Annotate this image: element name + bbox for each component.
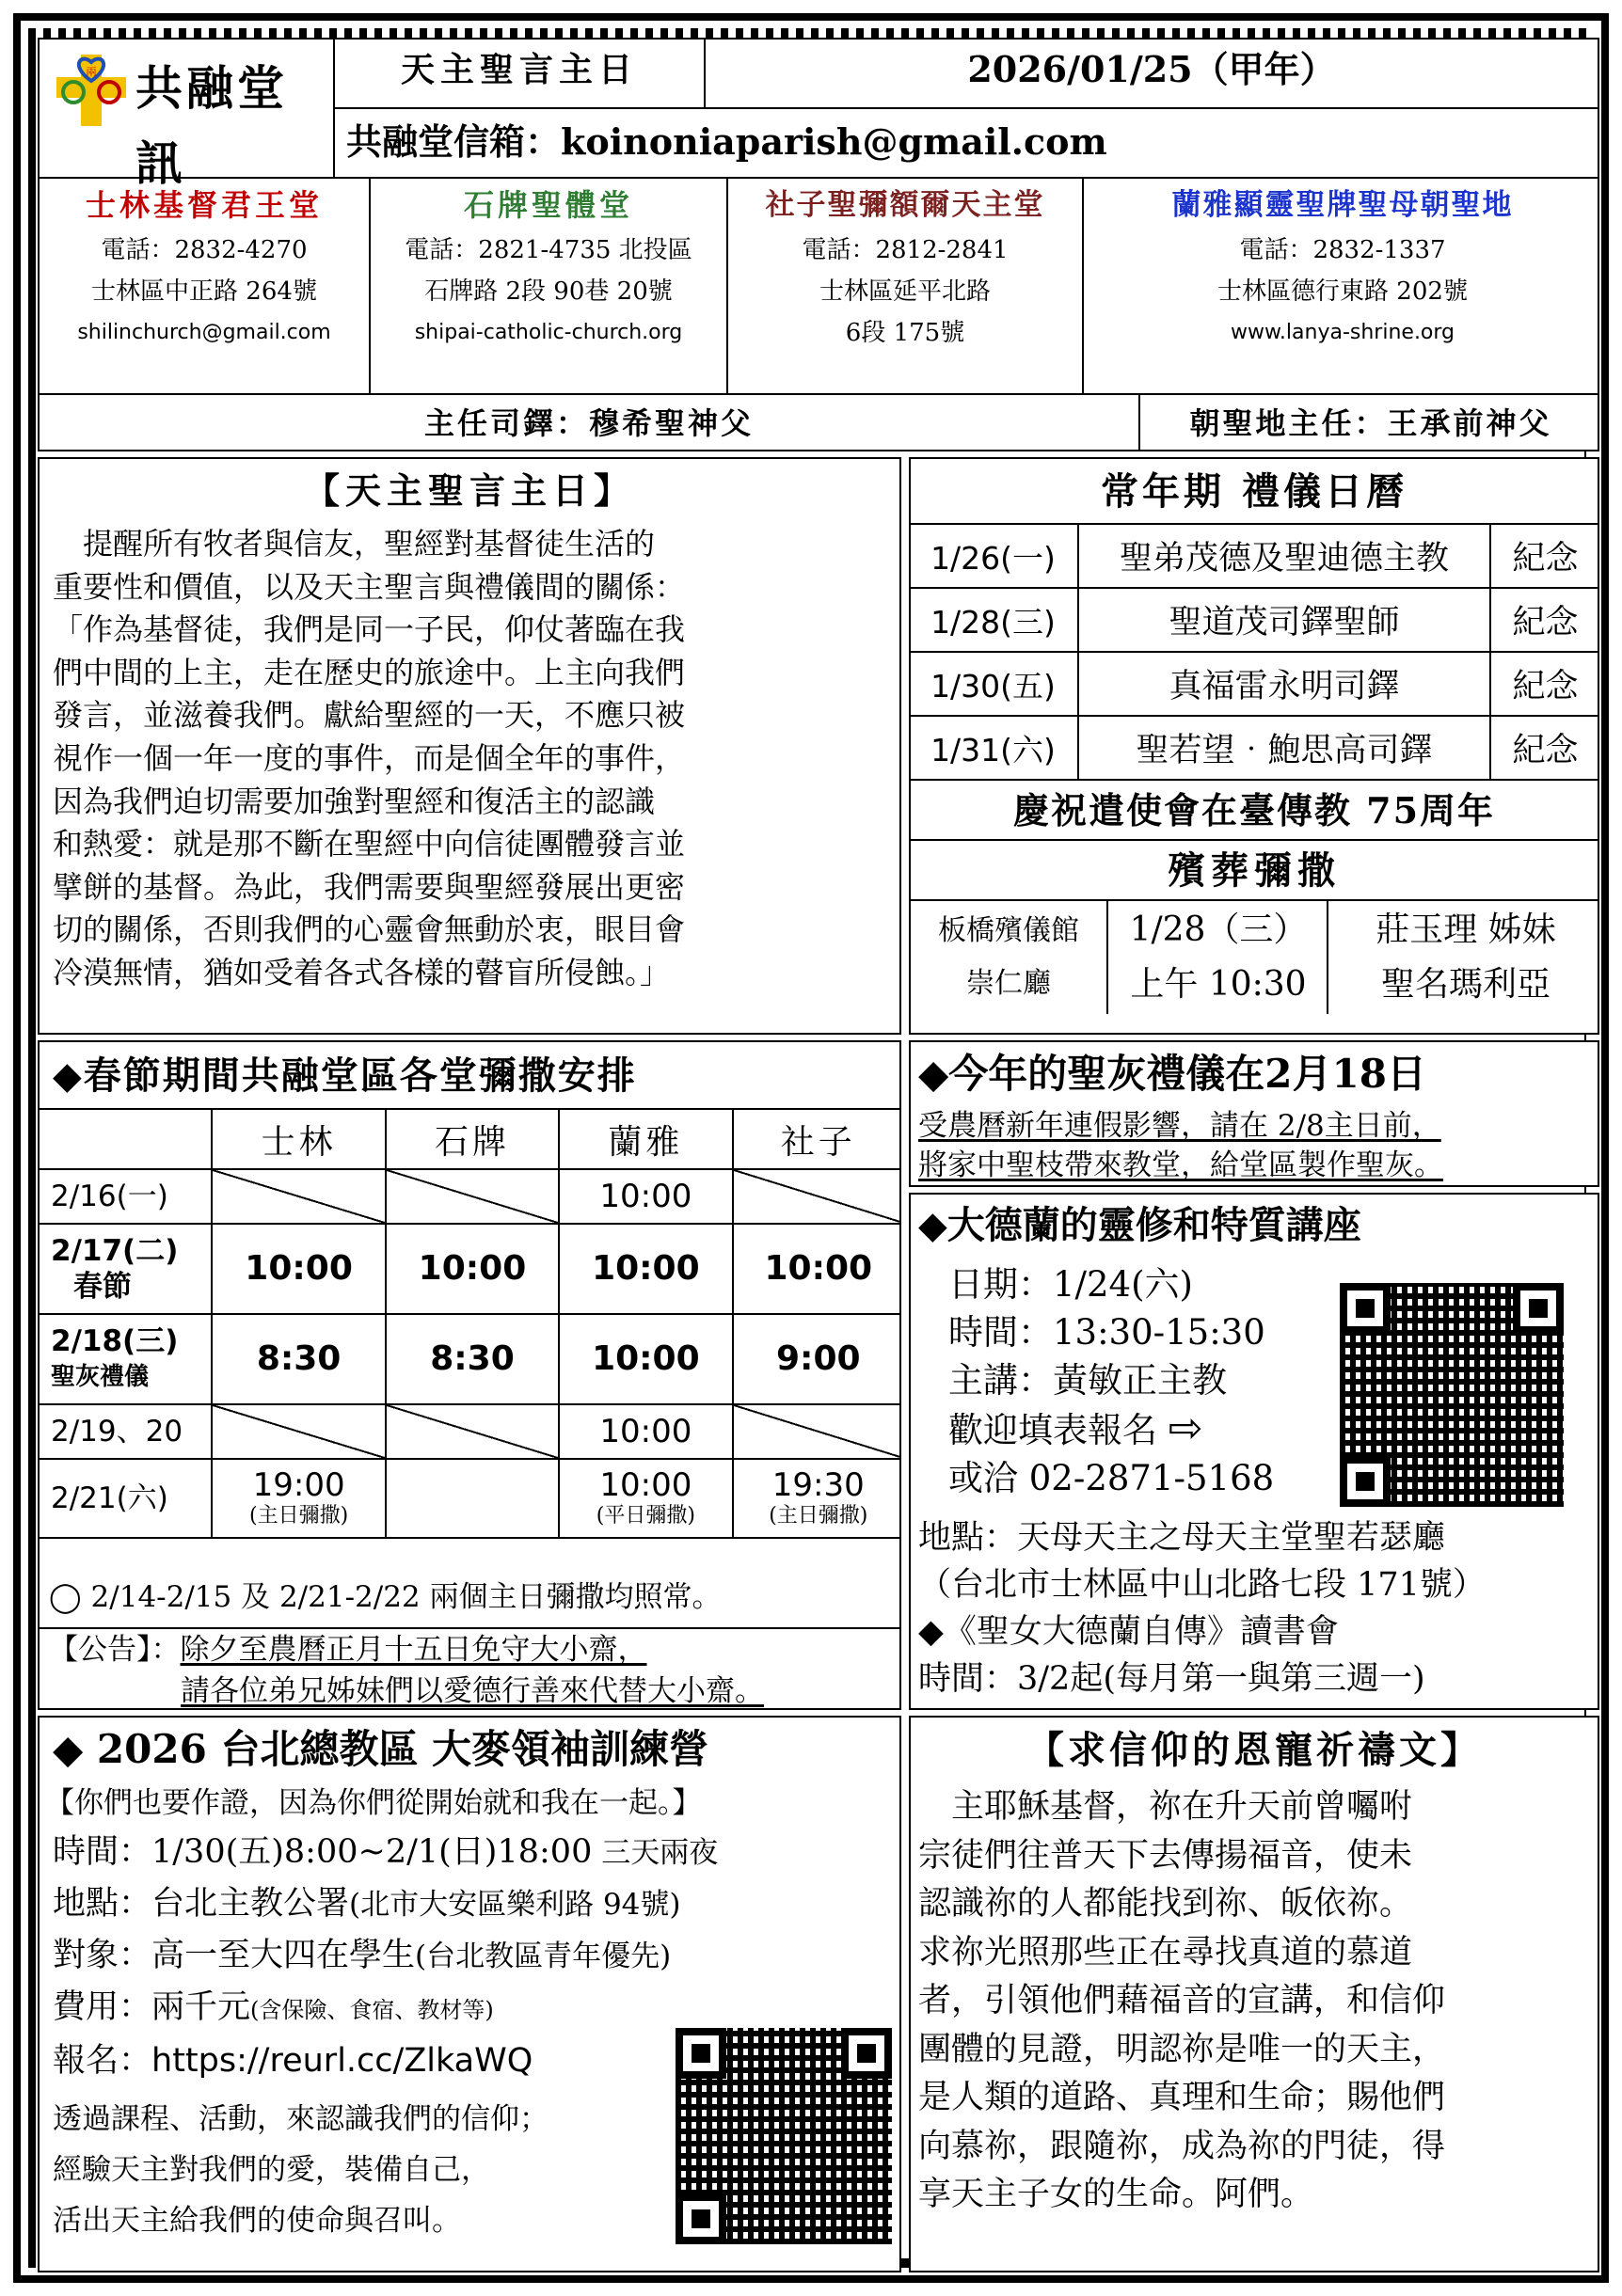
spring-mass-title: ◆春節期間共融堂區各堂彌撒安排 — [40, 1042, 899, 1110]
schedule-date — [39, 1459, 212, 1538]
calendar-row — [909, 716, 1599, 780]
email-link[interactable]: koinoniaparish@gmail.com — [561, 120, 1107, 163]
word-sunday-section — [38, 457, 901, 1035]
feast-title: 天主聖言主日 — [400, 50, 638, 89]
calendar-date: 1/28(三) — [909, 588, 1078, 652]
schedule-time: 10:00 — [599, 1178, 692, 1215]
body-line: 提醒所有牧者與信友，聖經對基督徒生活的 — [53, 526, 656, 562]
schedule-time: 10:00 — [592, 1249, 700, 1288]
calendar-rank: 紀念 — [1490, 716, 1599, 780]
camp-verse: 【你們也要作證，因為你們從開始就和我在一起。】 — [45, 1786, 702, 1820]
schedule-cell — [733, 1169, 901, 1224]
calendar-date: 1/30(五) — [909, 652, 1078, 716]
schedule-row — [39, 1314, 901, 1404]
ash-wednesday-section — [909, 1040, 1599, 1187]
pastor-line: 主任司鐸：穆希聖神父 — [423, 405, 754, 441]
body-line: 擘餅的基督。為此，我們需要與聖經發展出更密 — [53, 868, 686, 905]
bulletin-date: 2026/01/25（甲年） — [967, 48, 1336, 90]
body-line: 因為我們迫切需要加強對聖經和復活主的認識 — [53, 783, 656, 819]
body-line: 和熱愛：就是那不斷在聖經中向信徒團體發言並 — [53, 826, 686, 863]
schedule-header: 士林 — [212, 1109, 385, 1169]
talk-title: ◆大德蘭的靈修和特質講座 — [918, 1203, 1361, 1247]
schedule-date-label: 2/16(一) — [51, 1180, 168, 1213]
schedule-time: 9:00 — [776, 1339, 861, 1378]
schedule-time: 10:00 — [245, 1249, 353, 1288]
schedule-date-label: 2/19、20 — [51, 1415, 183, 1449]
body-line: 冷漠無情，猶如受着各式各樣的瞽盲所侵蝕。」 — [53, 954, 671, 990]
prayer-line: 認識祢的人都能找到祢、皈依祢。 — [918, 1885, 1413, 1923]
schedule-cell — [386, 1224, 559, 1314]
prayer-line: 是人類的道路、真理和生命；賜他們 — [918, 2079, 1446, 2116]
ash-body: 受農曆新年連假影響，請在 2/8主日前， 將家中聖枝帶來教堂，給堂區製作聖灰。 — [918, 1109, 1443, 1182]
camp-title: ◆ 2026 台北總教區 大麥領袖訓練營 — [53, 1726, 709, 1772]
camp-details: 時間：1/30(五)8:00~2/1(日)18:00 三天兩夜 地點：台北主教公署(北市大安區樂利路 94號) 對象：高一至大四在學生(台北教區青年優先) 費用：兩千元(含保險、食宿、教材等) 報名：https://reurl.cc/ZlkaWQ — [53, 1833, 719, 2080]
schedule-cell — [559, 1459, 732, 1538]
schedule-cell — [386, 1314, 559, 1404]
ash-title: ◆今年的聖灰禮儀在2月18日 — [918, 1051, 1426, 1097]
prayer-line: 者，引領他們藉福音的宣講，和信仰 — [918, 1982, 1446, 2019]
schedule-time: 10:00 — [418, 1249, 527, 1288]
parish-email: 共融堂信箱：koinoniaparish@gmail.com — [346, 120, 1107, 163]
spring-mass-section — [38, 1040, 901, 1710]
schedule-date-label: 2/17(二) — [51, 1234, 179, 1268]
schedule-row — [39, 1169, 901, 1224]
prayer-line: 向慕祢，跟隨祢，成為祢的門徒，得 — [918, 2127, 1446, 2165]
calendar-date: 1/31(六) — [909, 716, 1078, 780]
schedule-time: 8:30 — [430, 1339, 515, 1378]
schedule-date-sub: 聖灰禮儀 — [51, 1363, 150, 1391]
schedule-time: 10:00 — [599, 1413, 692, 1450]
calendar-row — [909, 524, 1599, 588]
schedule-date-label: 2/21(六) — [51, 1481, 168, 1515]
body-line: 視作一個一年一度的事件，而是個全年的事件， — [53, 739, 686, 776]
schedule-cell — [212, 1459, 385, 1538]
schedule-header: 蘭雅 — [559, 1109, 732, 1169]
talk-details: 日期：1/24(六) 時間：13:30-15:30 主講：黃敏正主教 歡迎填表報名 ⇨ 或洽 02-2871-5168 — [948, 1260, 1274, 1502]
schedule-date-sub: 春節 — [73, 1270, 132, 1304]
sunday-note: ◯ 2/14-2/15 及 2/21-2/22 兩個主日彌撒均照常。 — [49, 1580, 722, 1614]
parish-logo — [53, 51, 130, 128]
shrine-lanya: 蘭雅顯靈聖牌聖母朝聖地 電話：2832-1337 士林區德行東路 202號 www.lanya-shrine.org — [1084, 181, 1599, 354]
calendar-title: 常年期 禮儀日曆 — [911, 459, 1598, 525]
prayer-line: 宗徒們往普天下去傳揚福音，使未 — [918, 1836, 1413, 1875]
prayer-line: 享天主子女的生命。阿們。 — [918, 2176, 1314, 2213]
funeral-row: 板橋殯儀館 崇仁廳 1/28（三） 上午 10:30 莊玉理 姊妹 聖名瑪利亞 — [911, 901, 1598, 1014]
body-line: 「作為基督徒，我們是同一子民，仰仗著臨在我 — [53, 611, 686, 648]
schedule-cell — [733, 1314, 901, 1404]
body-line: 切的關係，否則我們的心靈會無動於衷，眼目會 — [53, 911, 686, 948]
calendar-section — [909, 457, 1599, 1035]
bulletin-title: 共融堂訊 — [135, 60, 288, 191]
schedule-cell — [212, 1169, 385, 1224]
schedule-time: 8:30 — [256, 1339, 342, 1378]
schedule-cell — [212, 1404, 385, 1459]
svg-text:兩: 兩 — [86, 66, 97, 78]
talk-phone[interactable]: 或洽 02-2871-5168 — [948, 1458, 1275, 1498]
prayer-line: 求祢光照那些正在尋找真道的慕道 — [918, 1933, 1413, 1971]
calendar-saint: 聖弟茂德及聖迪德主教 — [1078, 524, 1490, 588]
schedule-cell — [386, 1404, 559, 1459]
schedule-time: 19:30 — [771, 1466, 865, 1504]
schedule-header: 社子 — [733, 1109, 901, 1169]
prayer-line: 主耶穌基督，祢在升天前曾囑咐 — [918, 1788, 1413, 1826]
schedule-header: 石牌 — [386, 1109, 559, 1169]
schedule-row — [39, 1404, 901, 1459]
camp-qr-code[interactable] — [676, 2028, 892, 2244]
schedule-header — [39, 1109, 212, 1169]
schedule-date — [39, 1224, 212, 1314]
calendar-rank: 紀念 — [1490, 588, 1599, 652]
schedule-date-label: 2/18(三) — [51, 1324, 179, 1358]
schedule-note: (主日彌撒) — [249, 1504, 349, 1528]
schedule-row — [39, 1459, 901, 1538]
talk-section — [909, 1193, 1599, 1710]
schedule-cell — [733, 1224, 901, 1314]
schedule-date — [39, 1404, 212, 1459]
church-shipai: 石牌聖體堂 電話：2821-4735 北投區 石牌路 2段 90巷 20號 shipai-catholic-church.org — [371, 181, 726, 354]
schedule-cell — [559, 1224, 732, 1314]
church-shezi: 社子聖彌額爾天主堂 電話：2812-2841 士林區延平北路 6段 175號 — [765, 188, 1045, 347]
schedule-time: 10:00 — [764, 1249, 873, 1288]
talk-qr-code[interactable] — [1340, 1283, 1564, 1507]
bulletin-page — [13, 13, 1609, 2283]
shrine-website[interactable]: www.lanya-shrine.org — [1230, 321, 1455, 344]
schedule-time: 10:00 — [599, 1466, 692, 1504]
calendar-row — [909, 588, 1599, 652]
camp-desc: 透過課程、活動，來認識我們的信仰； 經驗天主對我們的愛，裝備自己， 活出天主給我們的使命與召叫。 — [53, 2102, 549, 2238]
schedule-date — [39, 1314, 212, 1404]
schedule-cell — [386, 1169, 559, 1224]
schedule-cell — [212, 1224, 385, 1314]
church-shipai-website[interactable]: shipai-catholic-church.org — [414, 321, 683, 344]
calendar-date: 1/26(一) — [909, 524, 1078, 588]
schedule-cell — [386, 1459, 559, 1538]
schedule-time: 19:00 — [252, 1466, 345, 1504]
prayer-line: 團體的見證，明認祢是唯一的天主， — [918, 2030, 1446, 2068]
schedule-header-row — [39, 1109, 901, 1169]
spring-mass-table — [38, 1108, 901, 1539]
funeral-title: 殯葬彌撒 — [911, 841, 1598, 901]
schedule-note: (主日彌撒) — [769, 1504, 868, 1528]
schedule-cell — [559, 1404, 732, 1459]
schedule-cell — [733, 1404, 901, 1459]
talk-location: 地點：天母天主之母天主堂聖若瑟廳 （台北市士林區中山北路七段 171號） ◆《聖女大德蘭自傳》讀書會 時間：3/2起(每月第一與第三週一) — [918, 1519, 1486, 1698]
body-line: 發言，並滋養我們。獻給聖經的一天，不應只被 — [53, 697, 686, 734]
schedule-note: (平日彌撒) — [596, 1504, 695, 1528]
schedule-time: 10:00 — [592, 1339, 700, 1378]
prayer-section — [909, 1716, 1599, 2272]
anniversary-line: 慶祝遣使會在臺傳教 75周年 — [911, 781, 1598, 841]
body-line: 們中間的上主，走在歷史的旅途中。上主向我們 — [53, 654, 686, 690]
header — [38, 38, 1599, 451]
schedule-row — [39, 1224, 901, 1314]
word-sunday-title: 【天主聖言主日】 — [303, 469, 635, 512]
calendar-row — [909, 652, 1599, 716]
church-shilin: 士林基督君王堂 電話：2832-4270 士林區中正路 264號 shilinchurch@gmail.com — [40, 181, 369, 354]
calendar-rank: 紀念 — [1490, 652, 1599, 716]
prayer-body — [918, 1783, 1592, 2220]
body-line: 重要性和價值，以及天主聖言與禮儀間的關係： — [53, 568, 686, 605]
camp-register-link[interactable]: https://reurl.cc/ZlkaWQ — [151, 2042, 533, 2080]
word-sunday-body — [53, 523, 888, 995]
schedule-date — [39, 1169, 212, 1224]
calendar-saint: 聖道茂司鐸聖師 — [1078, 588, 1490, 652]
shrine-director-line: 朝聖地主任：王承前神父 — [1189, 405, 1552, 441]
youth-camp-section — [38, 1716, 901, 2272]
prayer-title: 【求信仰的恩寵祈禱文】 — [1026, 1728, 1482, 1772]
calendar-table — [909, 523, 1599, 781]
announcement: 【公告】：除夕至農曆正月十五日免守大小齋， 請各位弟兄姊妹們以愛德行善來代替大小齋。 — [49, 1633, 764, 1708]
schedule-cell — [733, 1459, 901, 1538]
calendar-rank: 紀念 — [1490, 524, 1599, 588]
calendar-saint: 真福雷永明司鐸 — [1078, 652, 1490, 716]
schedule-cell — [559, 1314, 732, 1404]
schedule-cell — [559, 1169, 732, 1224]
arrow-right-icon: ⇨ — [1168, 1404, 1203, 1452]
calendar-saint: 聖若望‧鮑思高司鐸 — [1078, 716, 1490, 780]
schedule-cell — [212, 1314, 385, 1404]
church-shilin-email[interactable]: shilinchurch@gmail.com — [77, 321, 331, 344]
